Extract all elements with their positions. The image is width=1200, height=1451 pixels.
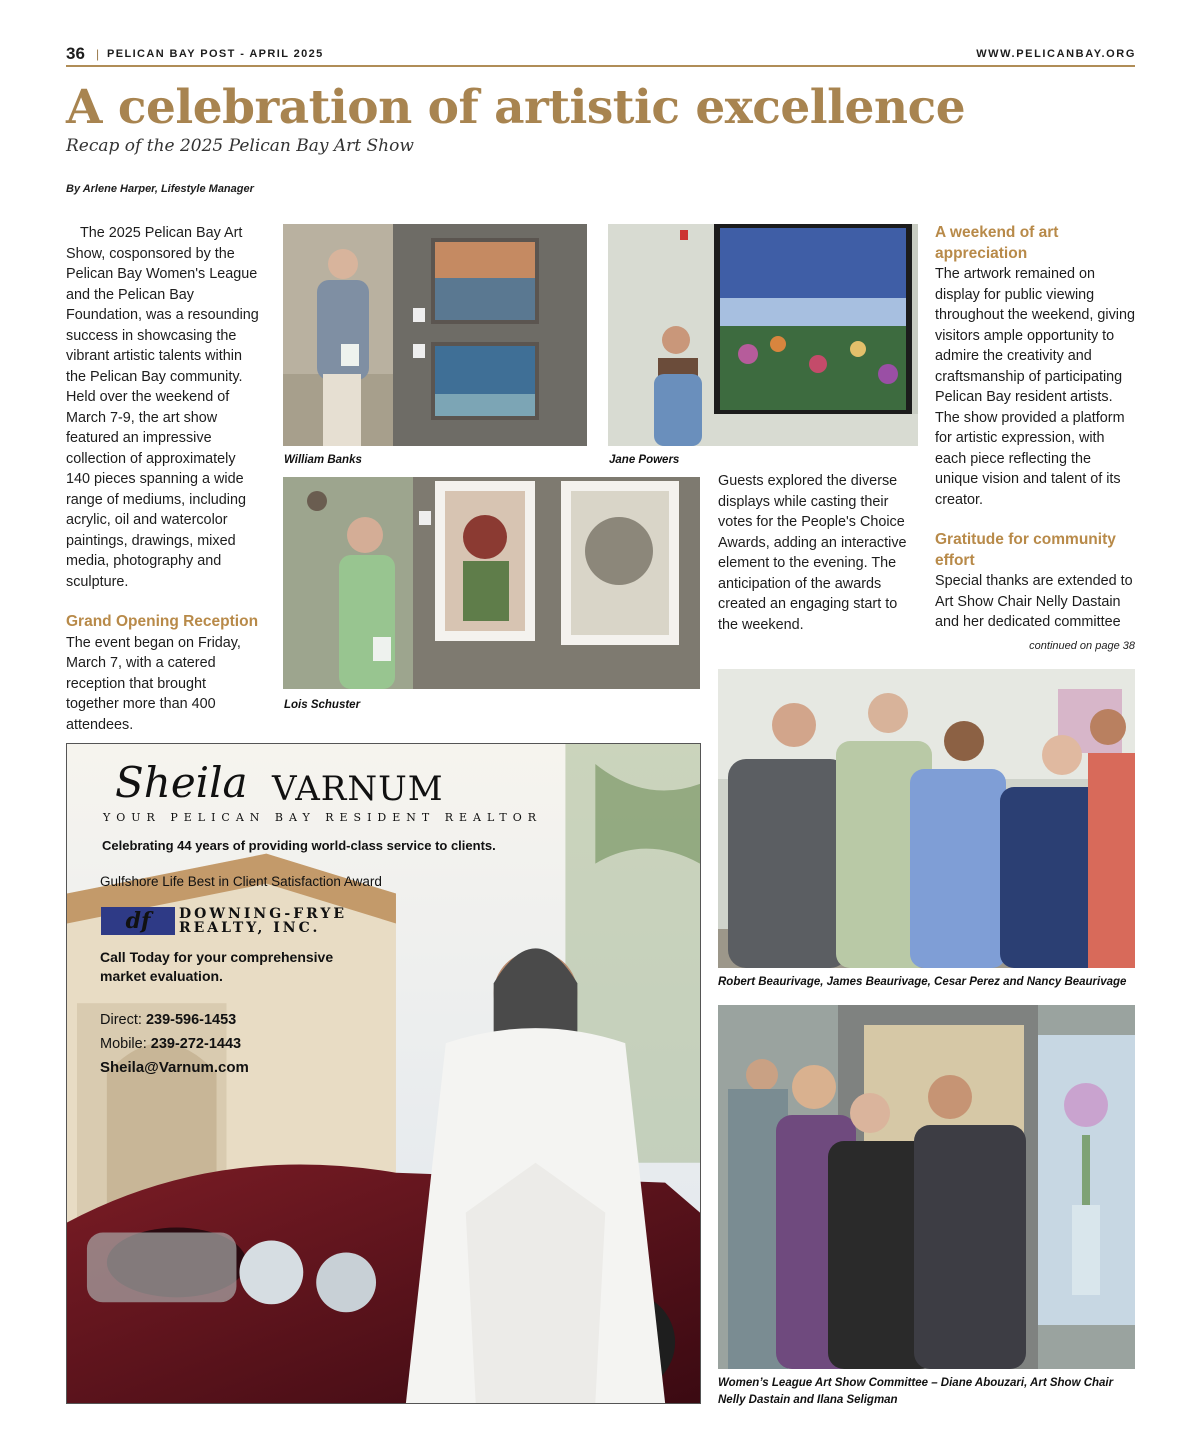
ad-award-text: Gulfshore Life Best in Client Satisfaction Award [100,874,382,889]
downing-frye-logo-line2: REALTY, INC. [179,920,321,936]
ad-mobile-phone[interactable] [100,1036,241,1052]
ad-tagline: YOUR PELICAN BAY RESIDENT REALTOR [103,811,543,824]
photo-william-banks [283,224,587,446]
subhead-gratitude: Gratitude for community effort [935,531,1116,569]
photo-beaurivage-group [718,669,1135,968]
ad-name-script: Sheila [115,758,248,807]
website-link[interactable]: WWW.PELICANBAY.ORG [976,48,1136,60]
subhead-weekend: A weekend of art appreciation [935,224,1059,262]
article-title: A celebration of artistic excellence [66,80,966,135]
caption-jane-powers: Jane Powers [609,454,680,466]
column-1 [66,223,261,735]
publication-name: PELICAN BAY POST - APRIL 2025 [107,48,324,60]
header-separator: | [96,47,100,61]
paragraph-weekend: The artwork remained on display for public viewing throughout the weekend, giving visitors ample opportunity to admire the creativity and craftsmanship of participating Pelican Bay resident artists. The show provided a platform for artistic expression, with each piece reflecting the unique vision and talent of its creator. [935,266,1136,508]
article-byline: By Arlene Harper, Lifestyle Manager [66,183,254,195]
paragraph-gratitude: Special thanks are extended to Art Show Chair Nelly Dastain and her dedicated committee [935,573,1133,630]
column-3 [718,471,918,635]
downing-frye-logo-line1: DOWNING-FRYE [179,906,348,922]
article-subtitle: Recap of the 2025 Pelican Bay Art Show [66,136,414,156]
caption-lois-schuster: Lois Schuster [284,699,361,711]
paragraph-reception: The event began on Friday, March 7, with a catered reception that brought together more than 400 attendees. [66,634,241,733]
photo-committee-group [718,1005,1135,1369]
caption-william-banks: William Banks [284,454,362,466]
ad-email-link[interactable]: Sheila@Varnum.com [100,1059,249,1076]
paragraph-guests: Guests explored the diverse displays while casting their votes for the People's Choice Awards, adding an interactive element to the evening. The anticipation of the awards created an engaging start to the weekend. [718,473,907,633]
realtor-advertisement [66,743,701,1404]
caption-beaurivage-group: Robert Beaurivage, James Beaurivage, Cesar Perez and Nancy Beaurivage [718,976,1127,988]
mobile-number[interactable]: 239-272-1443 [150,1036,242,1052]
direct-number[interactable]: 239-596-1453 [145,1012,237,1028]
ad-direct-phone[interactable] [100,1012,236,1028]
photo-jane-powers [608,224,918,446]
paragraph-intro: The 2025 Pelican Bay Art Show, cosponsored by the Pelican Bay Women's League and the Pelican Bay Foundation, was a resounding success in showcasing the vibrant artistic talents within the Pelican Bay community. Held over the weekend of March 7-9, the art show featured an impressive collection of approximately 140 pieces spanning a wide range of mediums, including acrylic, oil and watercolor paintings, drawings, mixed media, photography and sculpture. [66,225,259,590]
direct-label: Direct: [100,1012,142,1028]
mobile-label: Mobile: [100,1036,147,1052]
photo-lois-schuster [283,477,700,689]
caption-committee-group: Women’s League Art Show Committee – Diane Abouzari, Art Show Chair Nelly Dastain and Ilana Seligman [718,1377,1114,1406]
ad-name-caps: VARNUM [272,769,444,809]
downing-frye-logo-mark: df [101,907,175,935]
column-4 [935,223,1135,633]
page-number: 36 [66,44,85,63]
subhead-grand-opening: Grand Opening Reception [66,613,259,630]
ad-call-to-action: Call Today for your comprehensive market evaluation. [100,949,334,984]
ad-celebrating-text: Celebrating 44 years of providing world-class service to clients. [102,838,496,853]
header-rule [66,65,1135,67]
continued-note[interactable]: continued on page 38 [1029,640,1135,652]
